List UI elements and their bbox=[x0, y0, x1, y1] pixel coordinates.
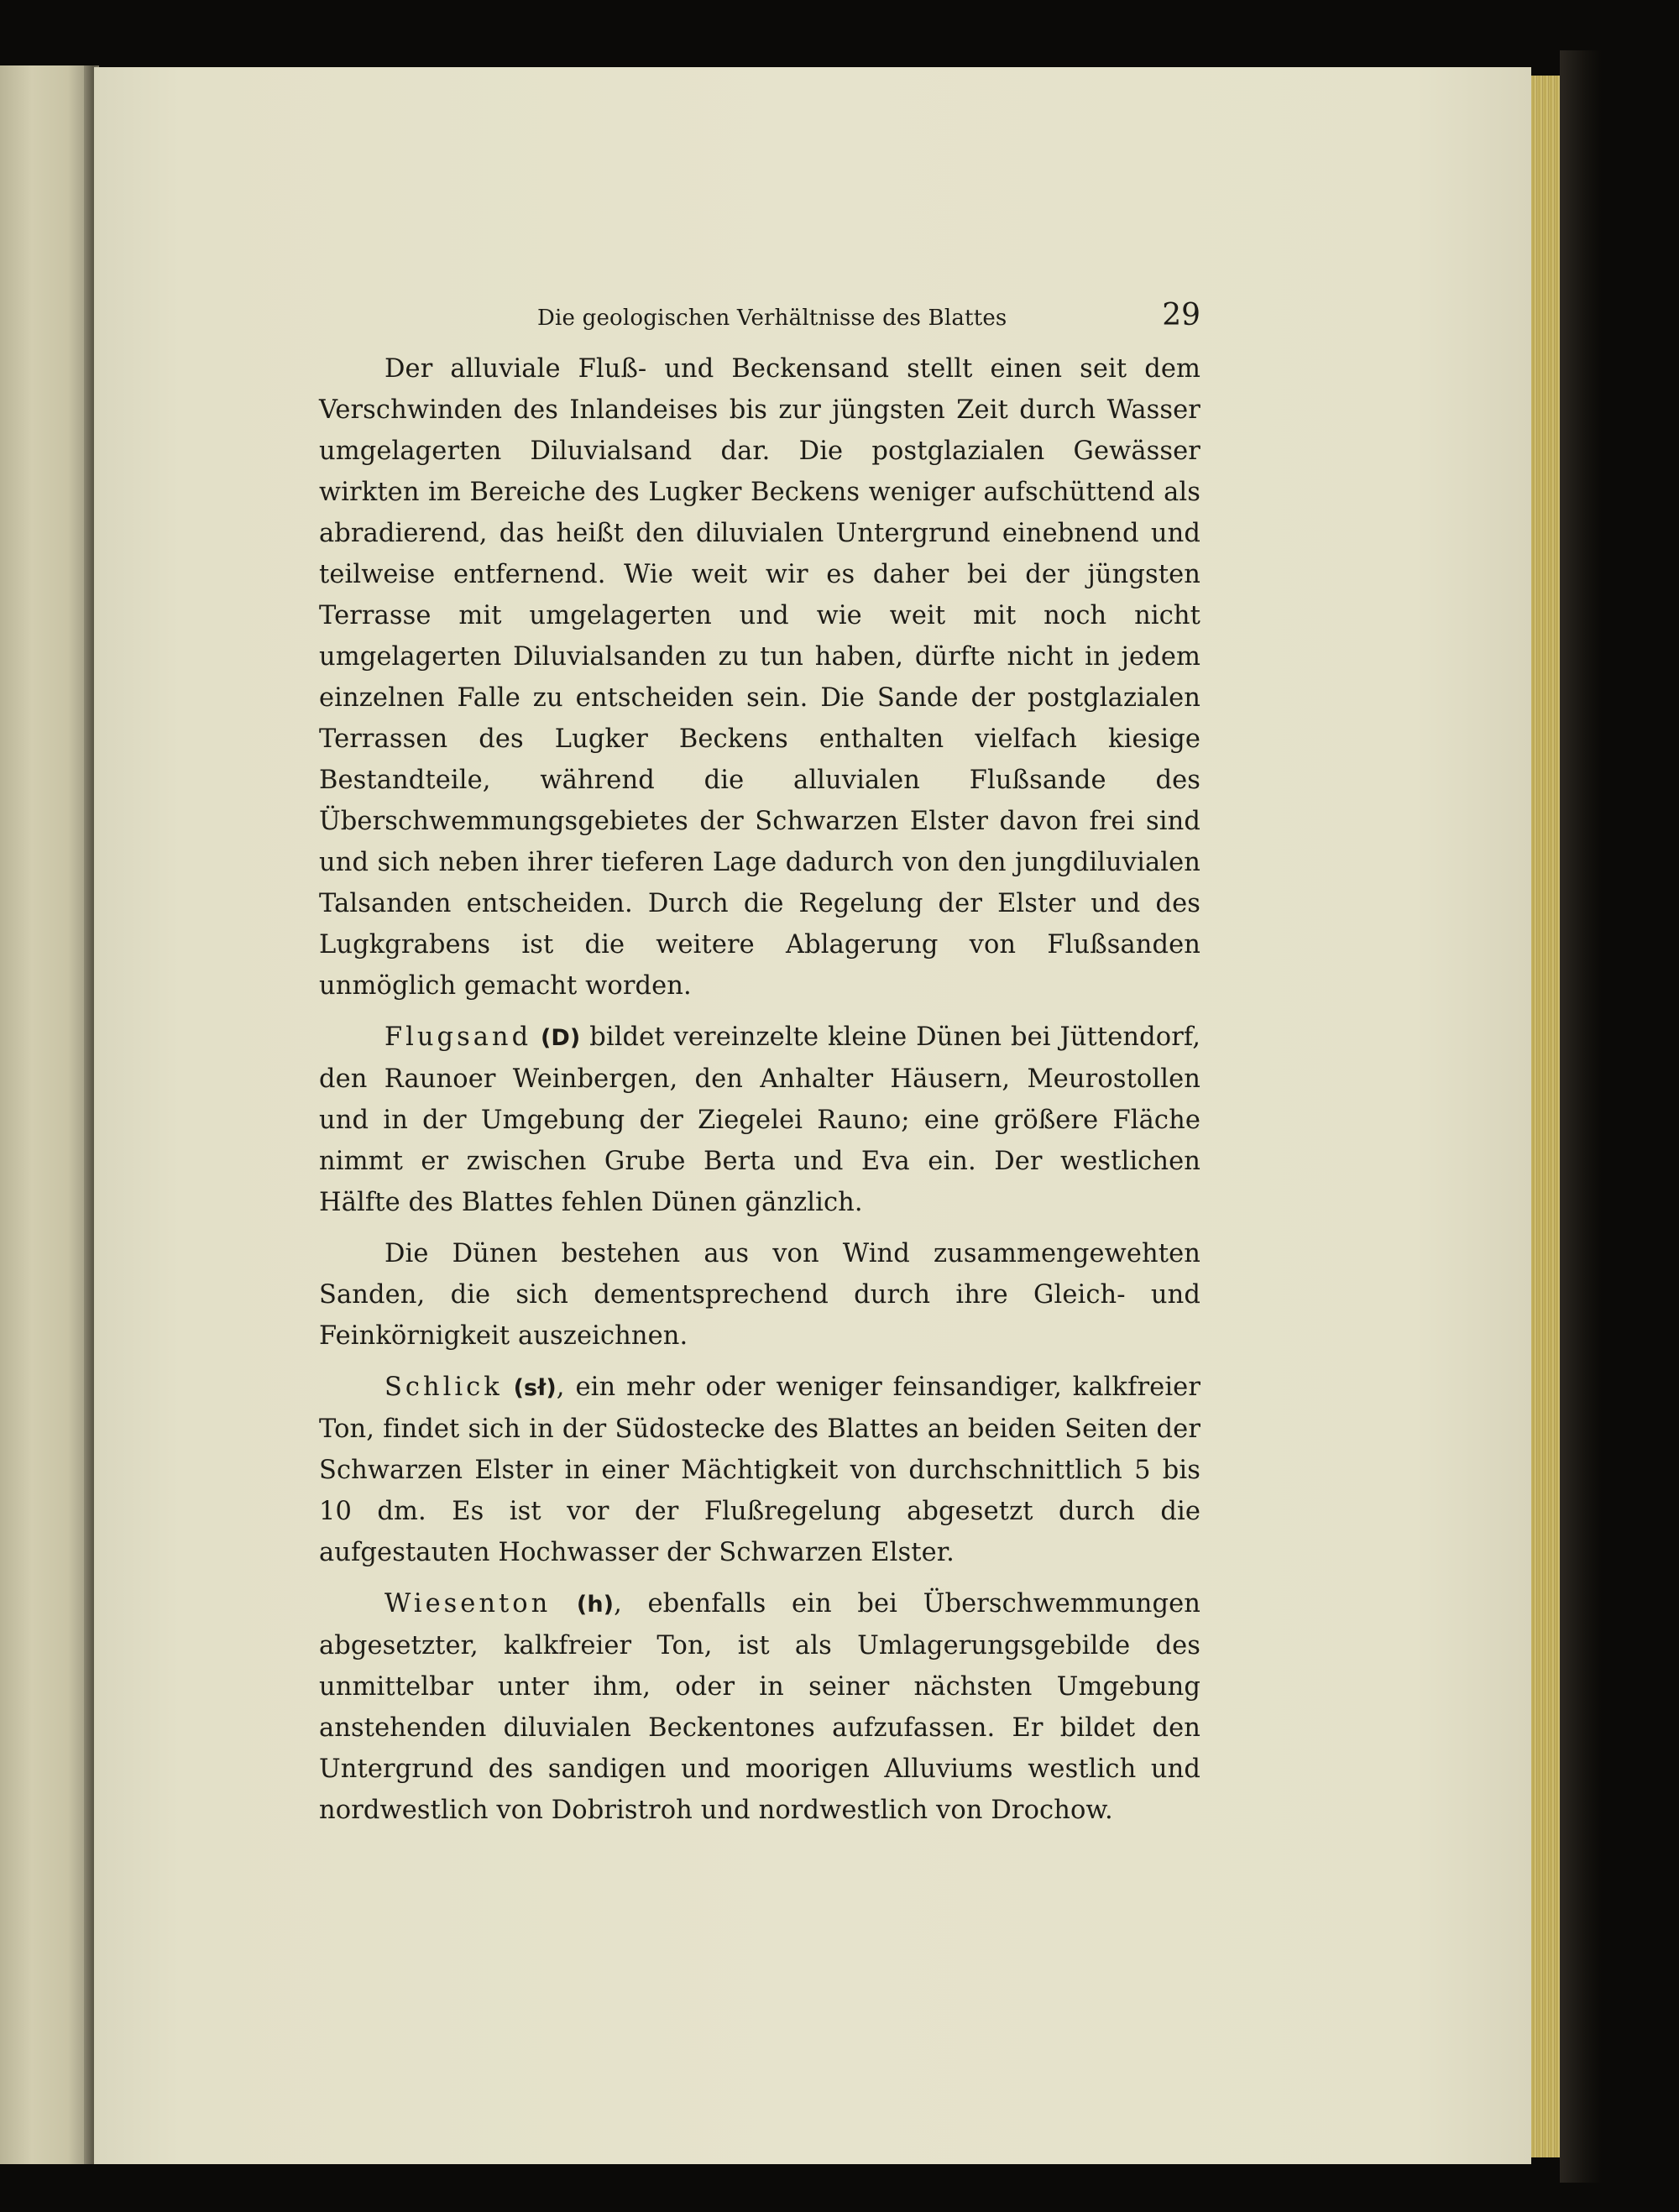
map-symbol-wiesenton: (h) bbox=[576, 1592, 615, 1618]
paragraph-schlick-text: , ein mehr oder weniger feinsandiger, kalkfreier Ton, findet sich in der Südostecke des Blattes an beiden Seiten der Schwarzen Elster in einer Mächtigkeit von durchschnittlich 5 bis 10 dm. Es ist vor der Flußregelung abgesetzt durch die aufgestauten Hochwasser der Schwarzen Elster. bbox=[319, 1373, 1201, 1567]
map-symbol-flugsand: (D) bbox=[540, 1025, 581, 1051]
page-number: 29 bbox=[1162, 298, 1200, 332]
book-cover-edge bbox=[1560, 50, 1602, 2183]
paragraph-flugsand bbox=[319, 1017, 1200, 1223]
term-wiesenton: Wiesenton bbox=[384, 1589, 552, 1618]
map-symbol-schlick: (sł) bbox=[513, 1375, 557, 1401]
paragraph-schlick bbox=[319, 1367, 1200, 1573]
paragraph-wiesenton bbox=[319, 1583, 1200, 1831]
page-text-block bbox=[319, 298, 1200, 1831]
left-page-edge bbox=[0, 65, 91, 2164]
paragraph-flugsand-text: bildet vereinzelte kleine Dünen bei Jüttendorf, den Raunoer Weinbergen, den Anhalter Häusern, Meurostollen und in der Umgebung der Ziegelei Rauno; eine größere Fläche nimmt er zwischen Grube Berta und Eva ein. Der westlichen Hälfte des Blattes fehlen Dünen gänzlich. bbox=[319, 1022, 1200, 1217]
term-schlick: Schlick bbox=[384, 1373, 503, 1402]
paragraph-wiesenton-text: , ebenfalls ein bei Überschwemmungen abgesetzter, kalkfreier Ton, ist als Umlagerungsgebilde des unmittelbar unter ihm, oder in seiner nächsten Umgebung anstehenden diluvialen Beckentones aufzufassen. Er bildet den Untergrund des sandigen und moorigen Alluviums westlich und nordwestlich von Dobristroh und nordwestlich von Drochow. bbox=[319, 1589, 1200, 1825]
running-header bbox=[319, 298, 1200, 348]
running-title: Die geologischen Verhältnisse des Blattes bbox=[537, 306, 1007, 331]
paragraph-flusssand: Der alluviale Fluß- und Beckensand stellt einen seit dem Verschwinden des Inlandeises bis zur jüngsten Zeit durch Wasser umgelagerten Diluvialsand dar. Die postglazialen Gewässer wirkten im Bereiche des Lugker Beckens weniger aufschüttend als abradierend, das heißt den diluvialen Untergrund einebnend und teilweise entfernend. Wie weit wir es daher bei der jüngsten Terrasse mit umgelagerten und wie weit mit noch nicht umgelagerten Diluvialsanden zu tun haben, dürfte nicht in jedem einzelnen Falle zu entscheiden sein. Die Sande der postglazialen Terrassen des Lugker Beckens enthalten vielfach kiesige Bestandteile, während die alluvialen Flußsande des Überschwemmungsgebietes der Schwarzen Elster davon frei sind und sich neben ihrer tieferen Lage dadurch von den jungdiluvialen Talsanden entscheiden. Durch die Regelung der Elster und des Lugkgrabens ist die weitere Ablagerung von Flußsanden unmöglich gemacht worden. bbox=[319, 354, 1200, 1001]
term-flugsand: Flugsand bbox=[384, 1022, 532, 1052]
page-edge-stack bbox=[1531, 76, 1560, 2157]
paragraph-duenen: Die Dünen bestehen aus von Wind zusammengewehten Sanden, die sich dementsprechend durch ihre Gleich- und Feinkörnigkeit auszeichnen. bbox=[319, 1239, 1200, 1351]
